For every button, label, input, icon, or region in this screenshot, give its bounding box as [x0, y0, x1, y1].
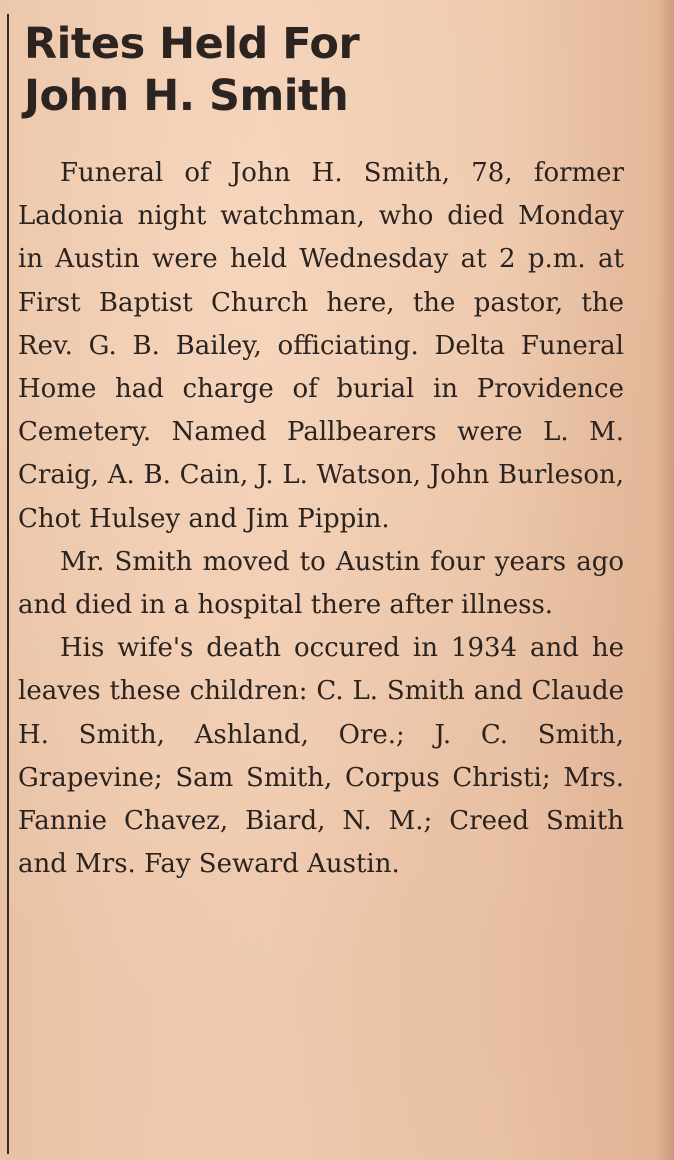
- paper-edge-shadow: [656, 0, 674, 1160]
- article-body: [18, 152, 624, 886]
- column-rule: [7, 14, 9, 1154]
- paragraph-survivors: His wife's death occured in 1934 and he leaves these children: C. L. Smith and Claude H. Smith, Ashland, Ore.; J. C. Smith, Grapevine; Sam Smith, Corpus Christi; Mrs. Fannie Chavez, Biard, N. M.; Creed Smith and Mrs. Fay Seward Austin.: [18, 633, 624, 880]
- paragraph-funeral: Funeral of John H. Smith, 78, former Ladonia night watchman, who died Monday in Austin were held Wednesday at 2 p.m. at First Baptist Church here, the pastor, the Rev. G. B. Bailey, officiating. Delta Funeral Home had charge of burial in Providence Cemetery. Named Pallbearers were L. M. Craig, A. B. Cain, J. L. Watson, John Burleson, Chot Hulsey and Jim Pippin.: [18, 158, 624, 534]
- headline-line-1: Rites Held For: [24, 19, 360, 69]
- paragraph-moved: Mr. Smith moved to Austin four years ago and died in a hospital there after illness.: [18, 546, 624, 621]
- article-headline: [24, 18, 359, 122]
- headline-line-2: John H. Smith: [24, 71, 349, 121]
